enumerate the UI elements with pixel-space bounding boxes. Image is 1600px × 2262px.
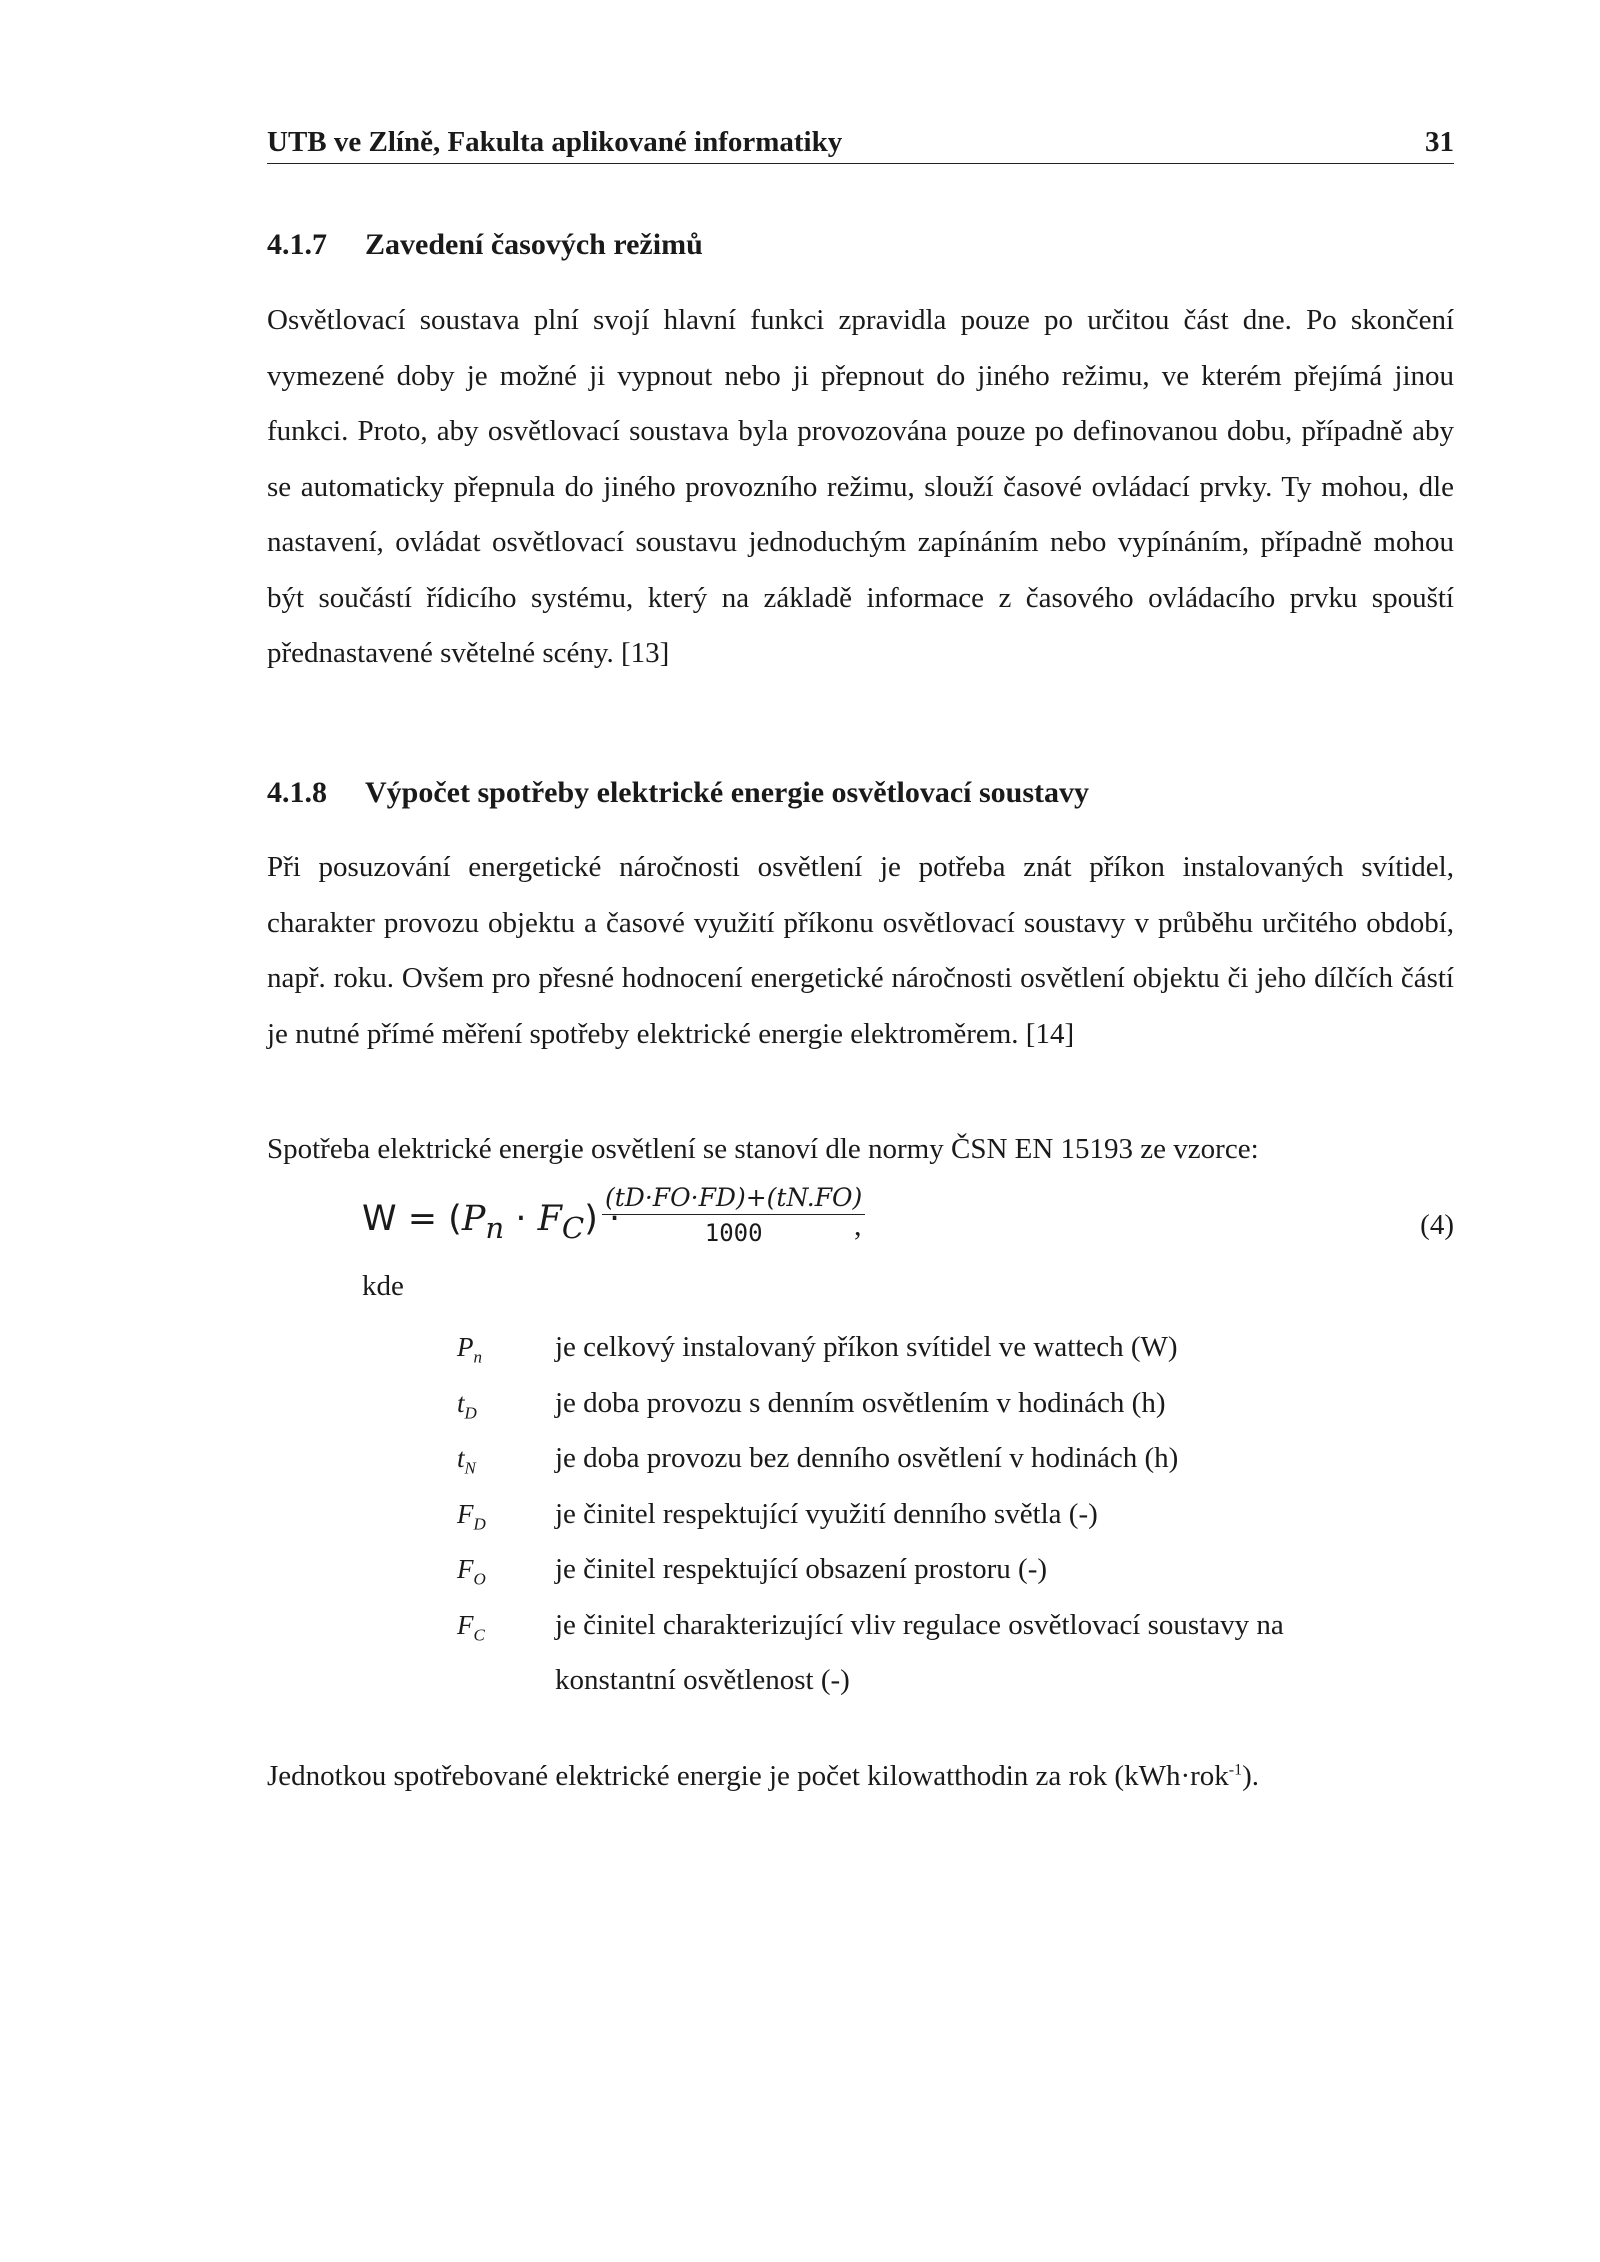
variable-row [455,1431,1454,1487]
variable-symbol: $F_O$ [457,1554,486,1589]
paragraph-time-modes: Osvětlovací soustava plní svojí hlavní funkci zpravidla pouze po určitou část dne. Po skončení vymezené doby je možné ji vypnout nebo ji přepnout do jiného režimu, ve kterém přejímá jinou funkci. Proto, aby osvětlovací soustava byla provozována pouze po definovanou dobu, případně aby se automaticky přepnula do jiného provozního režimu, slouží časové ovládací prvky. Ty mohou, dle nastavení, ovládat osvětlovací soustavu jednoduchým zapínáním nebo vypínáním, případně mohou být součástí řídicího systému, který na základě informace z časového ovládacího prvku spouští přednastavené světelné scény. [13] [267,304,1454,669]
variable-symbol: $t_N$ [457,1443,476,1478]
paragraph-energy-assessment: Při posuzování energetické náročnosti osvětlení je potřeba znát příkon instalovaných svítidel, charakter provozu objektu a časové využití příkonu osvětlovací soustavy v průběhu určitého období, např. roku. Ovšem pro přesné hodnocení energetické náročnosti osvětlení objektu či jeho dílčích částí je nutné přímé měření spotřeby elektrické energie elektroměrem. [14] [267,851,1454,1050]
section-title: Výpočet spotřeby elektrické energie osvětlovací soustavy [365,776,1090,809]
equation-number: (4) [1420,1209,1454,1241]
page-number: 31 [1425,126,1454,158]
section-heading-4-1-8 [267,776,1089,810]
variable-symbol: $t_D$ [457,1387,477,1422]
section-title: Zavedení časových režimů [365,228,703,261]
variable-description: je doba provozu s denním osvětlením v hodinách (h) [555,1386,1166,1419]
fraction-denominator: 1000 [704,1219,763,1247]
variable-symbol: $F_C$ [457,1609,485,1644]
variable-description: je celkový instalovaný příkon svítidel ve wattech (W) [555,1331,1178,1363]
variable-symbol: $F_D$ [457,1498,486,1533]
variable-description: je doba provozu bez denního osvětlení v hodinách (h) [555,1442,1179,1474]
page-header [267,118,1454,164]
section-heading-4-1-7 [267,228,703,262]
section-number: 4.1.8 [267,776,327,809]
variable-description: je činitel respektující využití denního světla (-) [555,1497,1098,1530]
variable-symbol: $P_n$ [457,1332,482,1367]
variable-list [455,1320,1454,1709]
formula-intro: Spotřeba elektrické energie osvětlení se stanoví dle normy ČSN EN 15193 ze vzorce: [267,1133,1259,1165]
formula-comma: , [854,1209,862,1242]
variable-description: je činitel charakterizující vliv regulace osvětlovací soustavy na konstantní osvětlenost (-) [555,1608,1284,1696]
variable-row [455,1376,1454,1432]
section-number: 4.1.7 [267,228,327,261]
variable-description: je činitel respektující obsazení prostoru (-) [555,1553,1048,1585]
header-title: UTB ve Zlíně, Fakulta aplikované informatiky [267,126,843,158]
variable-row [455,1487,1454,1543]
formula-lhs: $W = (P_n \cdot F_C)$ · [362,1199,621,1245]
variable-row [455,1320,1454,1376]
where-label: kde [362,1270,404,1302]
equation-4 [362,1183,1454,1273]
fraction-numerator: (tD·FO·FD)+(tN.FO) [602,1183,865,1215]
variable-row [455,1542,1454,1598]
unit-sentence: Jednotkou spotřebované elektrické energie je počet kilowatthodin za rok (kWh·rok$^{-1}$). [267,1760,1260,1792]
variable-row [455,1598,1454,1709]
formula-fraction [602,1183,865,1247]
